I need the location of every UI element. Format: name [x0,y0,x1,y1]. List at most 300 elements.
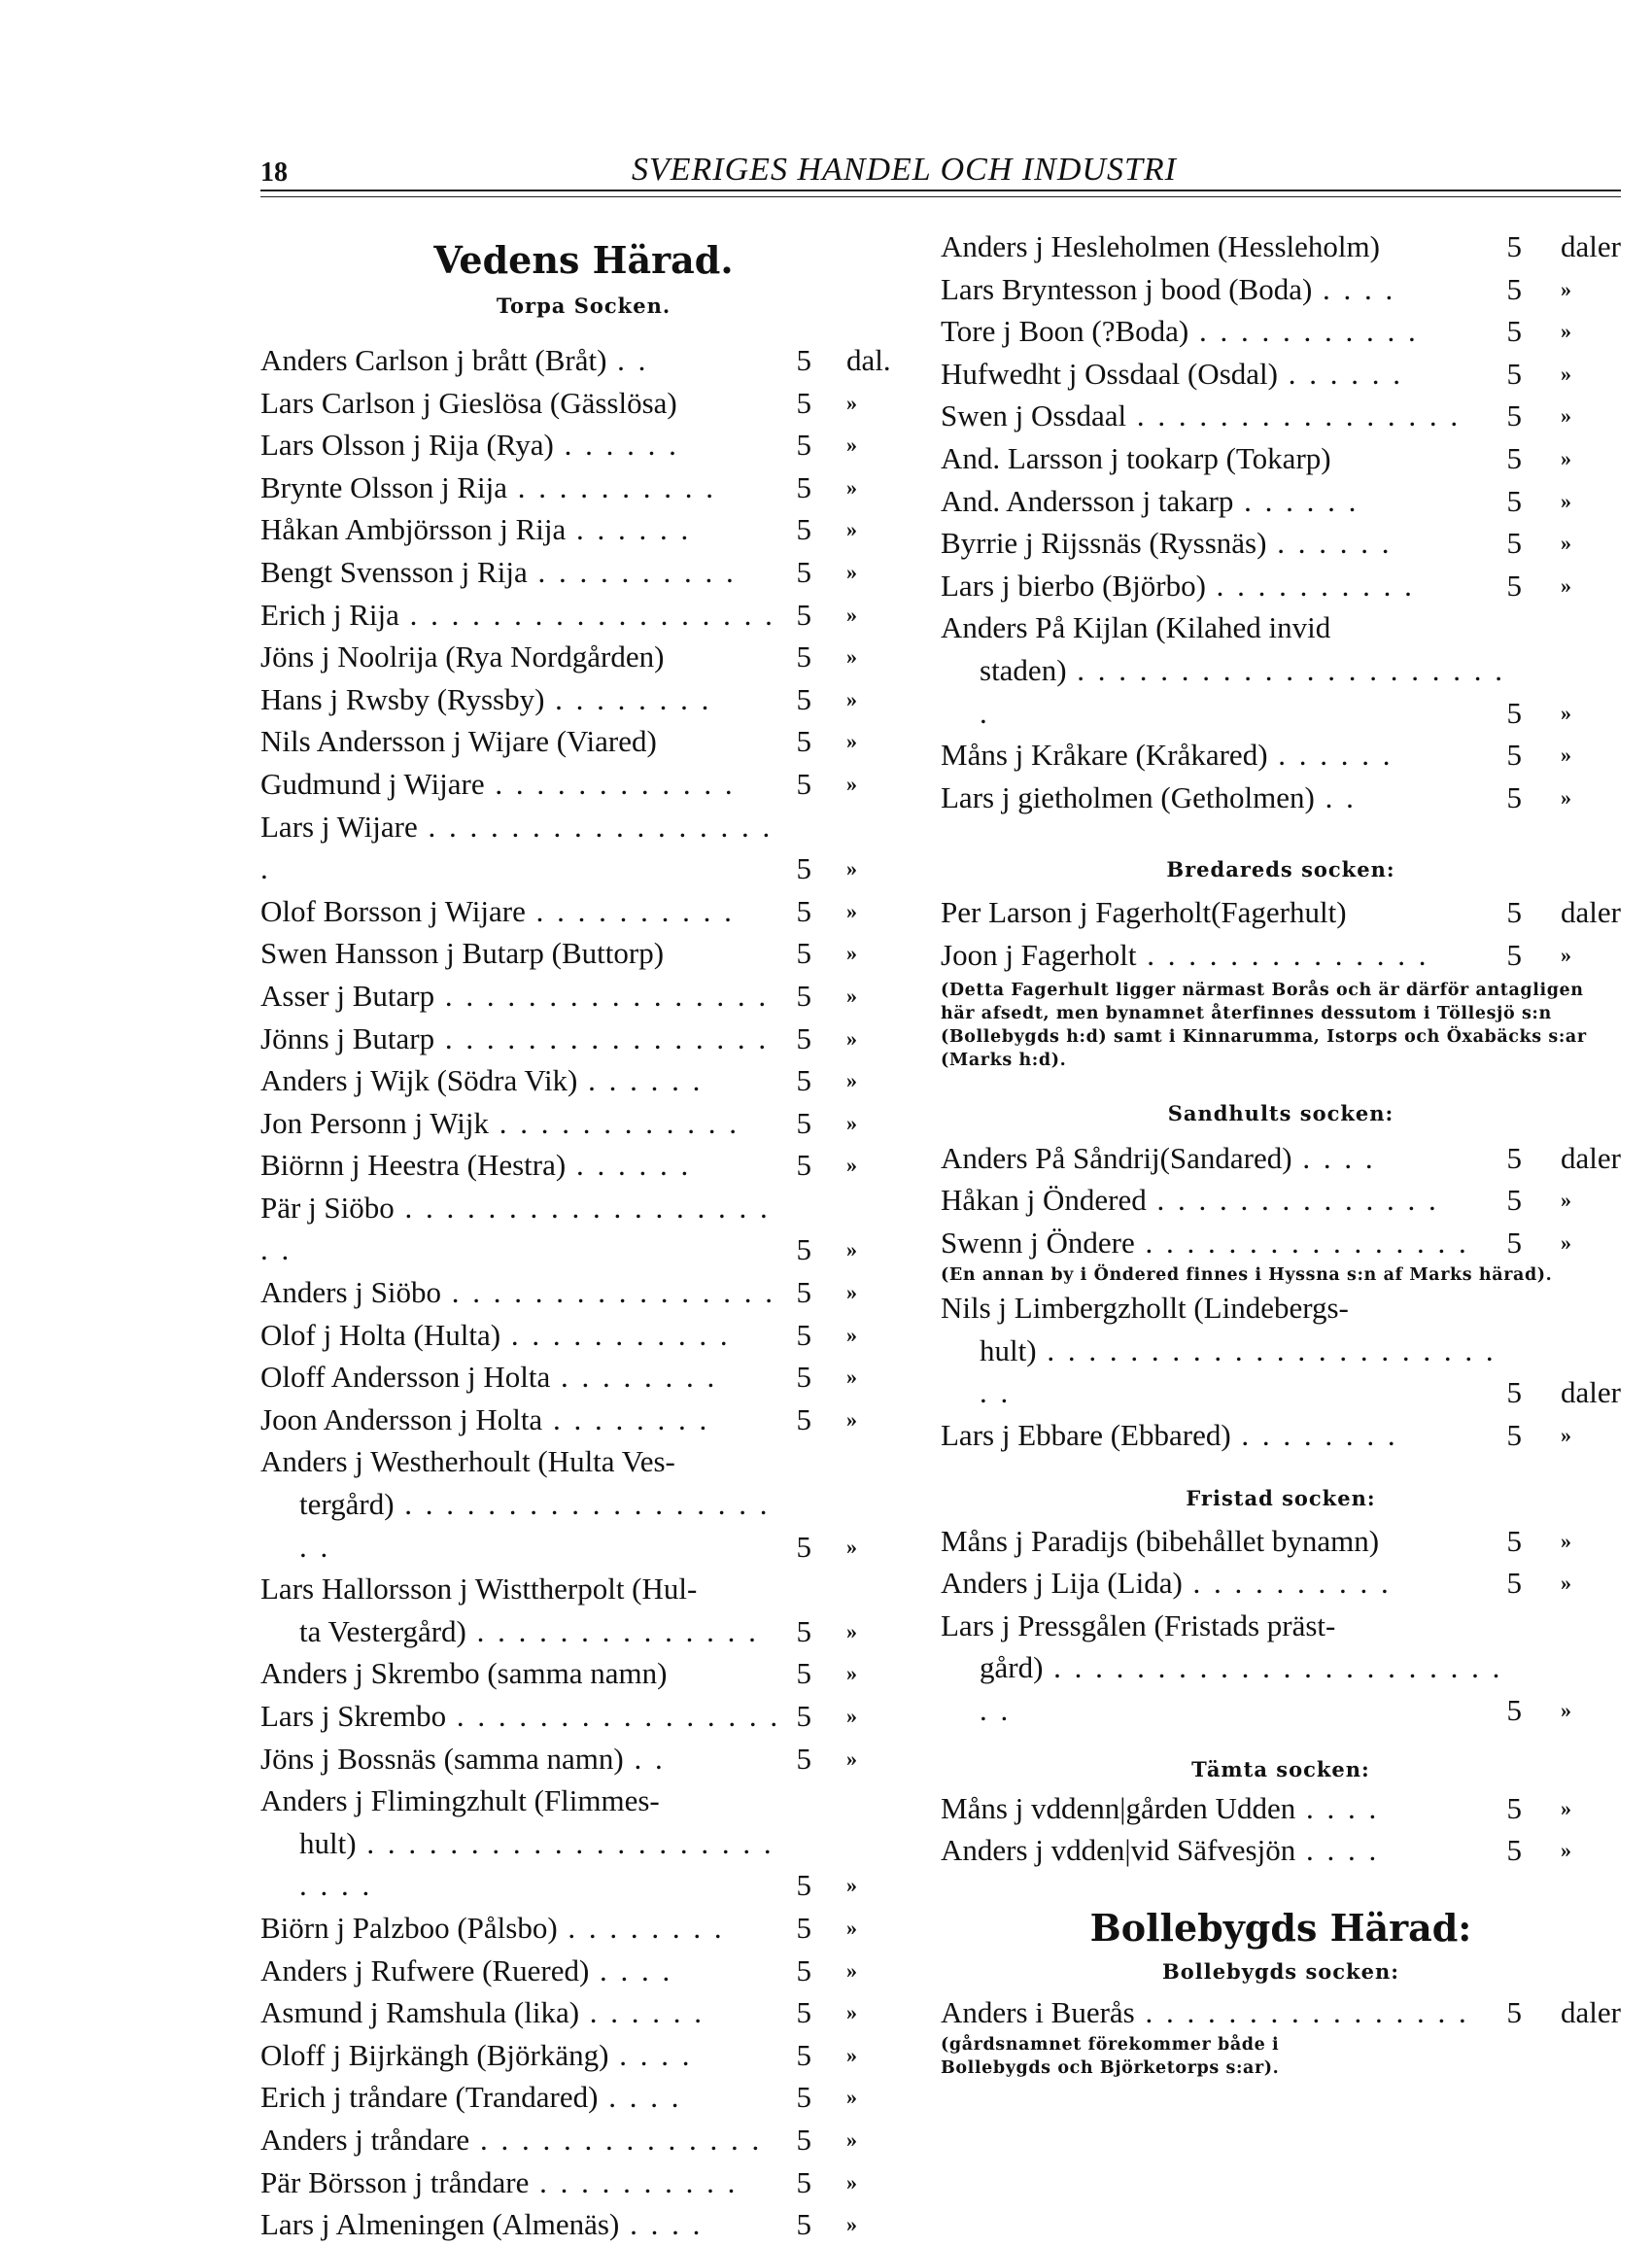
currency-unit: daler [1561,895,1621,930]
leader-dots: . . . . . . [1266,526,1393,561]
entry-list [941,1137,1621,1264]
header-rule-thin [260,196,1621,197]
currency-unit: » [846,1745,857,1771]
amount: 5 [796,2122,811,2157]
currency-unit: » [1561,1838,1571,1863]
amount: 5 [796,1020,811,1055]
entry-name: Anders i Buerås [941,1994,1135,2029]
entry-name: Per Larson j Fagerholt(Fagerhult) [941,895,1347,930]
currency-unit: dal. [846,343,891,377]
leader-dots: . . . . [608,2037,693,2072]
list-entry [260,2119,907,2161]
list-entry [941,1287,1621,1330]
currency-unit: » [846,1915,857,1940]
entry-name: Gudmund j Wijare [260,766,485,801]
currency-unit: » [846,602,857,627]
amount: 5 [1506,1375,1522,1410]
currency-unit: » [846,941,857,966]
entry-name: staden) [980,652,1067,687]
leader-dots: . . . . [1312,271,1396,306]
currency-unit: daler [1561,1994,1621,2029]
amount: 5 [796,1105,811,1140]
currency-unit: » [1561,403,1571,429]
entry-name: Måns j vddenn|gården Udden [941,1790,1296,1825]
amount: 5 [796,554,811,589]
currency-unit: » [1561,276,1571,301]
entry-name: Swen Hansson j Butarp (Buttorp) [260,936,665,971]
amount: 5 [1506,1566,1522,1601]
entry-name: Lars j gietholmen (Getholmen) [941,779,1315,814]
currency-unit: » [1561,445,1571,470]
currency-unit: » [1561,784,1571,810]
entry-name: hult) [980,1332,1037,1367]
leader-dots: . . . . . . . . . . [507,469,717,504]
list-entry [260,382,907,425]
entry-name: Bengt Svensson j Rija [260,554,528,589]
list-entry [260,1780,907,1822]
currency-unit: » [846,1280,857,1305]
leader-dots: . . . . . . . . . . [527,554,737,589]
list-entry [260,1991,907,2034]
entry-name: Anders På Kijlan (Kilahed invid [941,610,1331,645]
currency-unit: » [846,1704,857,1728]
leader-dots: . . . . . . . . . . . . [484,766,736,801]
leader-dots: . . . . . . . . . . . . . . . . . . . . . . . . [299,1825,774,1903]
entry-name: Pär j Siöbo [260,1190,395,1225]
amount: 5 [796,1401,811,1436]
currency-unit: » [1561,319,1571,344]
amount: 5 [796,978,811,1013]
leader-dots: . . . . . . . . . . . . . . . . . . . . [260,1190,771,1267]
currency-unit: » [846,729,857,754]
amount: 5 [796,2037,811,2072]
list-entry [941,480,1621,523]
amount: 5 [1506,1693,1522,1728]
entry-name: Swenn j Öndere [941,1225,1135,1260]
entry-list [941,225,1621,818]
currency-unit: » [1561,572,1571,598]
currency-unit: daler [1561,1375,1621,1410]
amount: 5 [1506,356,1522,391]
list-entry [260,763,907,806]
district-title: Bollebygds Härad: [1089,1905,1472,1950]
leader-dots: . . . . [1295,1833,1380,1868]
leader-dots: . . . . . . . . . . . . . . . . [441,1275,775,1310]
entry-name: Joon Andersson j Holta [260,1401,543,1436]
list-entry [941,353,1621,396]
entry-name: Lars j bierbo (Björbo) [941,568,1206,603]
parish-title: Tämta socken: [1191,1756,1370,1781]
leader-dots: . . . . . . . . . . . . . . . . [434,978,770,1013]
amount: 5 [1506,398,1522,433]
list-entry [941,522,1621,565]
currency-unit: » [846,2126,857,2152]
entry-name: Håkan Ambjörsson j Rija [260,512,567,547]
list-entry [941,437,1621,480]
list-entry [941,1137,1621,1180]
list-entry [941,891,1621,934]
entry-name: Lars j Ebbare (Ebbared) [941,1418,1231,1453]
amount: 5 [796,893,811,928]
amount: 5 [796,1613,811,1648]
amount: 5 [1506,568,1522,603]
list-entry [941,565,1621,607]
leader-dots: . . . . . . . . . . . [1188,314,1419,349]
list-entry [260,1187,907,1271]
leader-dots: . . . . . . . . . . . . . . . . . . . . . . . . [980,1650,1503,1728]
currency-unit: » [846,559,857,584]
leader-dots: . . . . . . . . . . . . . . . . [446,1699,781,1733]
currency-unit: » [1561,700,1571,725]
currency-unit: » [846,1618,857,1643]
entry-name: And. Larsson j tookarp (Tokarp) [941,440,1331,475]
amount: 5 [1506,1523,1522,1558]
amount: 5 [1506,1418,1522,1453]
parish-title: Bredareds socken: [1166,857,1395,882]
entry-name: Anders j Hesleholmen (Hessleholm) [941,229,1380,263]
leader-dots: . . . . . . . . [550,1360,718,1395]
list-entry [260,339,907,382]
amount: 5 [796,724,811,759]
entry-name: Anders j Lija (Lida) [941,1566,1183,1601]
amount: 5 [796,1741,811,1776]
currency-unit: » [846,2169,857,2194]
list-entry-continuation [941,1646,1621,1731]
entry-name: Anders j Skrembo (samma namn) [260,1656,668,1691]
leader-dots: . . . . . . . . . . . . . . . . . . [398,597,775,632]
leader-dots: . . . . [1295,1790,1380,1825]
leader-dots: . . . . . . . . . . [529,2164,739,2199]
leader-dots: . . . . . . [1267,738,1394,773]
entry-name: Swen j Ossdaal [941,398,1127,433]
currency-unit: » [846,856,857,881]
list-entry [941,225,1621,268]
amount: 5 [796,1952,811,1987]
entry-name: Tore j Boon (?Boda) [941,314,1189,349]
running-title: SVERIGES HANDEL OCH INDUSTRI [632,152,1177,188]
leader-dots: . . . . . . . . . . . . . . [1146,1183,1439,1218]
leader-dots: . . . . [1291,1140,1376,1175]
leader-dots: . . . . . . . . [542,1401,710,1436]
currency-unit: » [846,644,857,670]
list-entry [260,1018,907,1060]
entry-name: Lars Olsson j Rija (Rya) [260,428,554,463]
amount: 5 [796,385,811,420]
leader-dots: . . [1314,779,1357,814]
list-entry [941,777,1621,819]
entry-name: gård) [980,1650,1044,1685]
amount: 5 [1506,314,1522,349]
leader-dots: . . . . . . . . . . . . [489,1105,740,1140]
leader-dots: . . . . . . . . . . . . . . . . [1134,1994,1469,2029]
amount: 5 [1506,937,1522,972]
currency-unit: » [846,898,857,923]
list-entry [260,1568,907,1610]
list-entry [260,1738,907,1780]
list-entry [260,551,907,594]
entry-name: Olof Borsson j Wijare [260,893,526,928]
list-entry-continuation [260,1483,907,1568]
currency-unit: » [846,1025,857,1051]
entry-name: Biörn j Palzboo (Pålsbo) [260,1910,558,1945]
amount: 5 [1506,895,1522,930]
entry-name: Oloff Andersson j Holta [260,1360,551,1395]
amount: 5 [796,1656,811,1691]
amount: 5 [1506,1183,1522,1218]
entry-name: Håkan j Öndered [941,1183,1147,1218]
header-rule [260,190,1621,191]
entry-name: Jönns j Butarp [260,1020,435,1055]
list-entry [260,975,907,1018]
currency-unit: » [1561,1188,1571,1213]
amount: 5 [796,1360,811,1395]
leader-dots: . . . . . . . . . . . . . . . . [1134,1225,1469,1260]
parish-title: Sandhults socken: [1167,1100,1394,1125]
amount: 5 [1506,1790,1522,1825]
leader-dots: . . . . . . . . [557,1910,725,1945]
leader-dots: . . . . . . . . . . . . . . . . [434,1020,770,1055]
list-entry [941,395,1621,437]
list-entry [941,934,1621,977]
list-entry [260,1950,907,1992]
footnote: (En annan by i Öndered finnes i Hyssna s:n af Marks härad). [941,1265,1553,1286]
list-entry [941,1520,1621,1563]
leader-dots: . . . . . . [553,428,679,463]
entry-name: Brynte Olsson j Rija [260,469,508,504]
entry-name: Anders j Siöbo [260,1275,441,1310]
entry-name: Byrrie j Rijssnäs (Ryssnäs) [941,526,1267,561]
amount: 5 [796,1063,811,1098]
entry-name: Erich j Rija [260,597,399,632]
amount: 5 [1506,779,1522,814]
leader-dots: . . . . . . . . . . . . . . [469,2122,763,2157]
leader-dots: . . . . . . . . . . . . . . [465,1613,759,1648]
currency-unit: » [1561,743,1571,768]
amount: 5 [796,1148,811,1183]
list-entry [260,2161,907,2204]
list-entry [260,678,907,721]
currency-unit: » [846,517,857,542]
amount: 5 [796,343,811,377]
currency-unit: » [846,686,857,711]
entry-name: Joon j Fagerholt [941,937,1137,972]
amount: 5 [796,1232,811,1267]
entry-name: Jöns j Noolrija (Rya Nordgården) [260,639,665,674]
currency-unit: » [846,1322,857,1347]
entry-name: Lars Hallorsson j Wisttherpolt (Hul- [260,1572,698,1607]
currency-unit: » [1561,488,1571,513]
entry-name: Måns j Paradijs (bibehållet bynamn) [941,1523,1380,1558]
list-entry [260,1652,907,1695]
amount: 5 [1506,1833,1522,1868]
entry-name: Anders j Flimingzhult (Flimmes- [260,1783,660,1818]
currency-unit: » [846,1957,857,1983]
currency-unit: » [1561,1229,1571,1255]
leader-dots: . . . . . . [577,1063,704,1098]
list-entry [260,806,907,890]
amount: 5 [1506,1994,1522,2029]
leader-dots: . . . . . . . . . . . . . . . . [1126,398,1462,433]
list-entry [941,1222,1621,1264]
currency-unit: » [846,2085,857,2110]
right-column [941,225,1621,2080]
district-title: Vedens Härad. [433,238,734,282]
currency-unit: » [1561,1528,1571,1553]
leader-dots: . . . . . . . . . . [525,893,735,928]
entry-name: Oloff j Bijrkängh (Björkäng) [260,2037,609,2072]
amount: 5 [796,766,811,801]
amount: 5 [1506,1140,1522,1175]
amount: 5 [796,1275,811,1310]
entry-name: Hans j Rwsby (Ryssby) [260,681,545,716]
entry-name: Nils j Limbergzhollt (Lindebergs- [941,1291,1349,1326]
entry-list [941,1520,1621,1732]
entry-name: tergård) [299,1487,395,1522]
amount: 5 [796,1699,811,1733]
list-entry [260,594,907,637]
list-entry [260,1059,907,1102]
currency-unit: » [846,1365,857,1390]
list-entry-continuation [260,1610,907,1653]
amount: 5 [796,936,811,971]
entry-name: Anders j Wijk (Södra Vik) [260,1063,578,1098]
list-entry [260,466,907,509]
leader-dots: . . . . [589,1952,673,1987]
entry-name: Lars j Almeningen (Almenäs) [260,2207,620,2242]
leader-dots: . . . . . . [566,512,692,547]
parish-title: Torpa Socken. [496,294,671,318]
amount: 5 [796,2080,811,2115]
amount: 5 [1506,738,1522,773]
parish-title: Fristad socken: [1186,1485,1376,1510]
leader-dots: . . . . [598,2080,682,2115]
list-entry [260,2203,907,2246]
list-entry [260,1695,907,1738]
leader-dots: . . . . . . [579,1995,706,2030]
left-column [260,225,907,2246]
list-entry-continuation [941,649,1621,734]
list-entry [941,1991,1621,2034]
list-entry [260,1144,907,1187]
amount: 5 [1506,483,1522,518]
amount: 5 [796,2207,811,2242]
list-entry [260,2034,907,2077]
currency-unit: daler [1561,229,1621,263]
list-entry [260,1102,907,1145]
list-entry [941,1787,1621,1830]
entry-name: Anders Carlson j brått (Bråt) [260,343,607,377]
list-entry [941,1829,1621,1872]
entry-list [941,1787,1621,1872]
currency-unit: » [846,1110,857,1135]
currency-unit: » [846,1534,857,1559]
amount: 5 [796,469,811,504]
entry-name: hult) [299,1825,357,1860]
amount: 5 [796,1317,811,1352]
leader-dots: . . . . . . . . [544,681,712,716]
list-entry [260,508,907,551]
currency-unit: » [846,983,857,1008]
amount: 5 [796,2164,811,2199]
list-entry [260,890,907,933]
entry-name: Jöns j Bossnäs (samma namn) [260,1741,624,1776]
entry-name: Lars Bryntesson j bood (Boda) [941,271,1313,306]
currency-unit: » [846,771,857,796]
amount: 5 [1506,229,1522,263]
list-entry [260,2076,907,2119]
list-entry [260,1271,907,1314]
list-entry [260,932,907,975]
entry-list [260,339,907,2246]
leader-dots: . . . . . . [566,1148,692,1183]
entry-name: Lars j Skrembo [260,1699,447,1733]
currency-unit: » [1561,1571,1571,1596]
currency-unit: » [846,1237,857,1262]
entry-name: Måns j Kråkare (Kråkared) [941,738,1268,773]
leader-dots: . . . . . . . . . . [1182,1566,1392,1601]
entry-name: Asmund j Ramshula (lika) [260,1995,580,2030]
currency-unit: » [846,1153,857,1178]
currency-unit: » [846,1873,857,1898]
entry-name: Pär Börsson j tråndare [260,2164,530,2199]
entry-name: Olof j Holta (Hulta) [260,1317,501,1352]
entry-name: Anders På Såndrij(Sandared) [941,1140,1292,1175]
currency-unit: » [846,1406,857,1432]
entry-name: Hufwedht j Ossdaal (Osdal) [941,356,1278,391]
amount: 5 [1506,440,1522,475]
amount: 5 [796,639,811,674]
amount: 5 [796,428,811,463]
list-entry-continuation [941,1330,1621,1414]
currency-unit: » [1561,942,1571,967]
list-entry [260,1399,907,1441]
list-entry [941,1179,1621,1222]
footnote: (gårdsnamnet förekommer både i Bollebygds och Björketorps s:ar). [941,2035,1280,2079]
list-entry [260,1440,907,1483]
currency-unit: » [846,432,857,458]
amount: 5 [796,597,811,632]
currency-unit: » [846,2042,857,2067]
list-entry [260,424,907,466]
entry-name: Lars j Wijare [260,809,418,844]
list-entry [941,1605,1621,1647]
leader-dots: . . [623,1741,666,1776]
entry-name: And. Andersson j takarp [941,483,1234,518]
amount: 5 [796,1910,811,1945]
amount: 5 [796,1529,811,1564]
amount: 5 [1506,271,1522,306]
leader-dots: . . . . . . . . . . . . . . [1136,937,1429,972]
amount: 5 [1506,695,1522,730]
list-entry [941,310,1621,353]
entry-name: ta Vestergård) [299,1613,466,1648]
currency-unit: » [846,2212,857,2237]
entry-name: Anders j tråndare [260,2122,470,2157]
list-entry [260,1907,907,1950]
list-entry [941,1562,1621,1605]
entry-name: Erich j tråndare (Trandared) [260,2080,599,2115]
leader-dots: . . . . . . [1277,356,1403,391]
amount: 5 [796,681,811,716]
entry-name: Nils Andersson j Wijare (Viared) [260,724,657,759]
currency-unit: daler [1561,1140,1621,1175]
leader-dots: . . . . [619,2207,704,2242]
currency-unit: » [846,2000,857,2025]
entry-name: Anders j Westherhoult (Hulta Ves- [260,1444,675,1479]
currency-unit: » [846,474,857,500]
leader-dots: . . . . . . . . . . . . . . . . . . [260,809,774,886]
entry-list [941,891,1621,976]
